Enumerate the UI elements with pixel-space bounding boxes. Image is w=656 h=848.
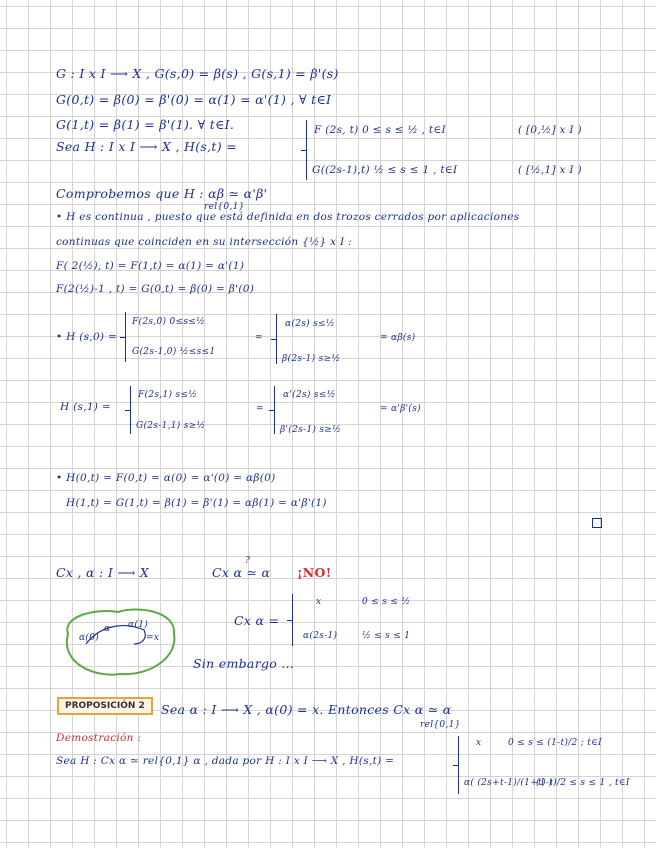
line-f-half-minus: F(2(½)-1 , t) = G(0,t) = β(0) = β'(0) bbox=[56, 283, 255, 295]
line-cx-homotopic: Cx α ≃ α bbox=[212, 565, 271, 580]
line-g-0t: G(0,t) = β(0) = β'(0) = α(1) = α'(1) , ∀ t∈I bbox=[56, 92, 332, 107]
line-h-0t: • H(0,t) = F(0,t) = α(0) = α'(0) = αβ(0) bbox=[56, 472, 276, 484]
loop-blob-drawing bbox=[56, 604, 184, 680]
last-case2-a: α( (2s+t-1)/(1+t) ) bbox=[464, 778, 553, 788]
line-h-1t: H(1,t) = G(1,t) = β(1) = β'(1) = αβ(1) = α'β'(1) bbox=[66, 497, 327, 509]
cx-case1-b: 0 ≤ s ≤ ½ bbox=[362, 597, 411, 607]
h-s1-label: H (s,1) = bbox=[60, 401, 111, 413]
prop-rel-sub: rel{0,1} bbox=[420, 720, 461, 730]
no-exclamation: ¡NO! bbox=[297, 565, 332, 580]
blob-eq-x: =x bbox=[146, 633, 160, 643]
h-s1-r2: β'(2s-1) s≥½ bbox=[280, 425, 342, 435]
last-case2-b: (1-t)/2 ≤ s ≤ 1 , t∈I bbox=[536, 778, 630, 788]
h-s1-r1: α'(2s) s≤½ bbox=[283, 390, 336, 400]
h-s0-r1: α(2s) s≤½ bbox=[285, 319, 335, 329]
h-s0-label: • H (s,0) = bbox=[56, 331, 118, 343]
blob-alpha1: α(1) bbox=[128, 620, 149, 630]
h-case-1: F (2s, t) 0 ≤ s ≤ ½ , t∈I bbox=[314, 124, 446, 136]
line-f-half: F( 2(½), t) = F(1,t) = α(1) = α'(1) bbox=[56, 260, 245, 272]
brace-h-s0 bbox=[125, 312, 126, 362]
blob-alpha0: α(0) bbox=[79, 633, 100, 643]
proposicion-label: PROPOSICIÓN 2 bbox=[57, 697, 153, 715]
qed-square-icon bbox=[592, 518, 602, 528]
line-sea-h: Sea H : I x I ⟶ X , H(s,t) = bbox=[56, 139, 237, 154]
cx-case2-b: ½ ≤ s ≤ 1 bbox=[362, 631, 411, 641]
h-case-1-note: ( [0,½] x I ) bbox=[518, 124, 582, 136]
h-s1-case1: F(2s,1) s≤½ bbox=[138, 390, 198, 400]
line-g-1t: G(1,t) = β(1) = β'(1). ∀ t∈I. bbox=[56, 117, 235, 132]
sin-embargo: Sin embargo ... bbox=[193, 656, 295, 671]
brace-last bbox=[458, 736, 459, 794]
h-s0-case1: F(2s,0) 0≤s≤½ bbox=[132, 317, 206, 327]
h-s0-r2: β(2s-1) s≥½ bbox=[282, 354, 341, 364]
line-g-def: G : I x I ⟶ X , G(s,0) = β(s) , G(s,1) = β'(s) bbox=[56, 66, 339, 81]
h-s1-result: = α'β'(s) bbox=[380, 404, 421, 414]
question-mark: ? bbox=[245, 556, 251, 566]
h-case-2-note: ( [½,1] x I ) bbox=[518, 164, 582, 176]
brace-cx bbox=[292, 594, 293, 646]
line-cx-alpha: Cx , α : I ⟶ X bbox=[56, 565, 150, 580]
h-s1-case2: G(2s-1,1) s≥½ bbox=[136, 421, 206, 431]
prop-statement: Sea α : I ⟶ X , α(0) = x. Entonces Cx α ≃ α bbox=[161, 702, 452, 717]
last-case1-a: x bbox=[476, 738, 482, 748]
line-comprobemos: Comprobemos que H : αβ ≃ α'β' bbox=[56, 186, 268, 201]
last-line-sea-h: Sea H : Cx α ≃ rel{0,1} α , dada por H : I x I ⟶ X , H(s,t) = bbox=[56, 755, 395, 767]
cx-case2-a: α(2s-1) bbox=[303, 631, 338, 641]
h-s0-case2: G(2s-1,0) ½≤s≤1 bbox=[132, 347, 216, 357]
eq-sign-2: = bbox=[256, 404, 264, 414]
eq-sign: = bbox=[255, 333, 263, 343]
blob-alpha: α bbox=[104, 624, 111, 634]
rel-subscript: rel{0,1} bbox=[204, 202, 245, 212]
brace-h-s0-r bbox=[276, 314, 277, 364]
brace-h-def bbox=[306, 120, 307, 180]
demostracion-heading: Demostración : bbox=[56, 732, 142, 744]
cx-case1-a: x bbox=[316, 597, 322, 607]
brace-h-s1-r bbox=[274, 386, 275, 434]
line-continua: • H es continua , puesto que está definida en dos trozos cerrados por aplicaciones bbox=[56, 211, 520, 223]
h-case-2: G((2s-1),t) ½ ≤ s ≤ 1 , t∈I bbox=[312, 164, 458, 176]
h-s0-result: = αβ(s) bbox=[380, 333, 416, 343]
cx-label: Cx α = bbox=[234, 613, 280, 628]
brace-h-s1 bbox=[130, 386, 131, 434]
last-case1-b: 0 ≤ s ≤ (1-t)/2 ; t∈I bbox=[508, 738, 602, 748]
line-continuas: continuas que coinciden en su intersección {½} x I : bbox=[56, 236, 352, 248]
